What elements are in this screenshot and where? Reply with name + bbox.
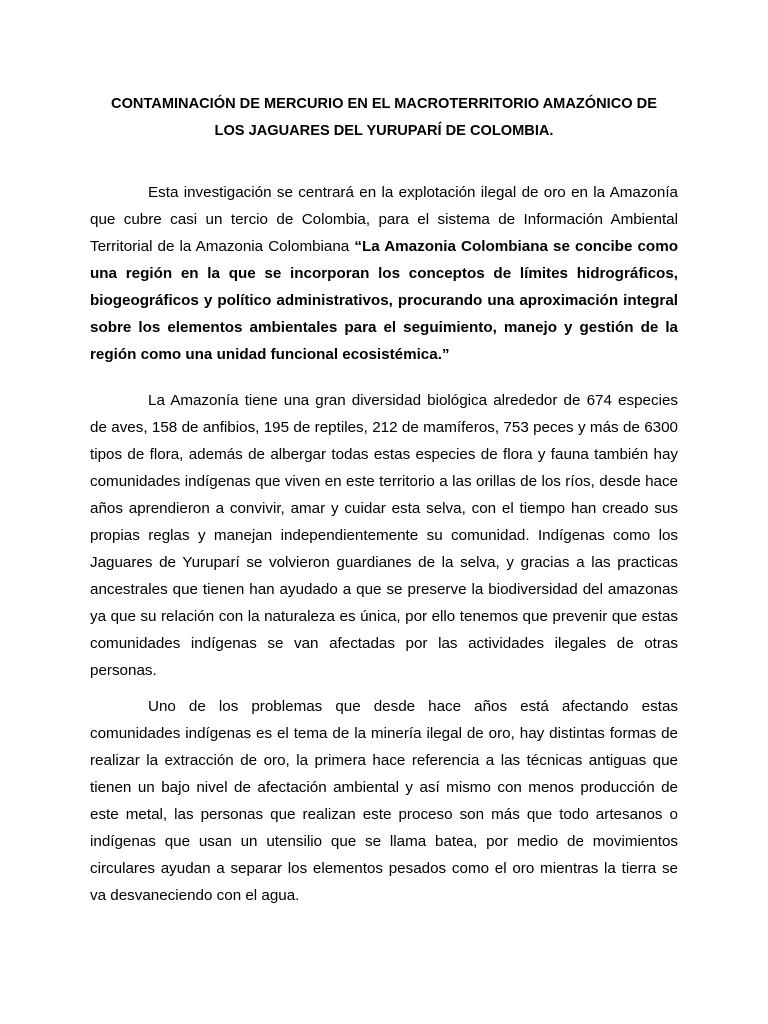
paragraph-3: Uno de los problemas que desde hace años está afectando estas comunidades indígenas es el tema de la minería ilegal de oro, hay distintas formas de realizar la extracción de oro, la primera hace referencia a las técnicas antiguas que tienen un bajo nivel de afectación ambiental y así mismo con menos producción de este metal, las personas que realizan este proceso son más que todo artesanos o indígenas que usan un utensilio que se llama batea, por medio de movimientos circulares ayudan a separar los elementos pesados como el oro mientras la tierra se va desvaneciendo con el agua. (90, 698, 678, 904)
document-title (90, 91, 678, 145)
paragraph-1-quote: “La Amazonia Colombiana se concibe como una región en la que se incorporan los conceptos de límites hidrográficos, biogeográficos y político administrativos, procurando una aproximación integral sobre los elementos ambientales para el seguimiento, manejo y gestión de la región como una unidad funcional ecosistémica.” (90, 238, 678, 363)
title-line-1: CONTAMINACIÓN DE MERCURIO EN EL MACROTERRITORIO AMAZÓNICO DE (111, 96, 657, 112)
title-line-2: LOS JAGUARES DEL YURUPARÍ DE COLOMBIA. (214, 123, 554, 139)
paragraph-1-lead: Esta investigación se centrará en la explotación ilegal de oro en la Amazonía que cubre casi un tercio de Colombia, para el sistema de Información Ambiental Territorial de la Amazonia Colombiana (90, 184, 678, 255)
paragraph-1 (90, 179, 678, 368)
paragraph-2: La Amazonía tiene una gran diversidad biológica alrededor de 674 especies de aves, 158 de anfibios, 195 de reptiles, 212 de mamíferos, 753 peces y más de 6300 tipos de flora, además de albergar todas estas especies de flora y fauna también hay comunidades indígenas que viven en este territorio a las orillas de los ríos, desde hace años aprendieron a convivir, amar y cuidar esta selva, con el tiempo han creado sus propias reglas y manejan independientemente su comunidad. Indígenas como los Jaguares de Yuruparí se volvieron guardianes de la selva, y gracias a las practicas ancestrales que tienen han ayudado a que se preserve la biodiversidad del amazonas ya que su relación con la naturaleza es única, por ello tenemos que prevenir que estas comunidades indígenas se van afectadas por las actividades ilegales de otras personas. (90, 392, 678, 679)
